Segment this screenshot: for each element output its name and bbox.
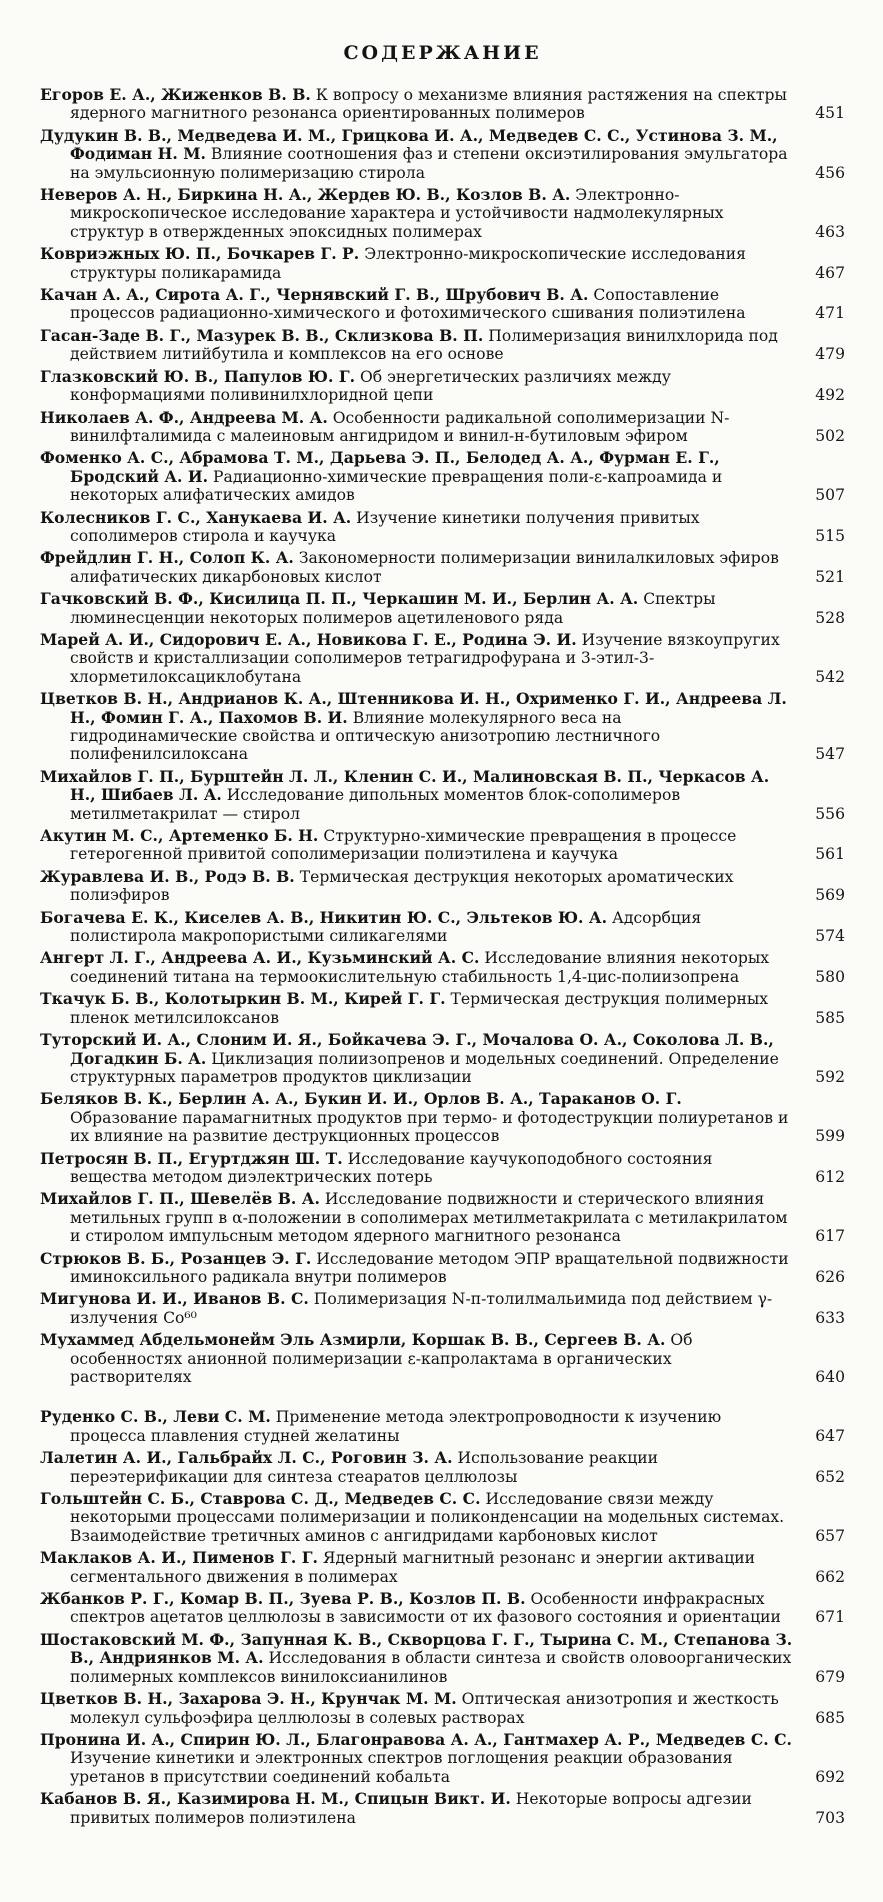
toc-entry <box>40 409 845 446</box>
toc-entry <box>40 1331 845 1386</box>
entry-authors: Мигунова И. И., Иванов В. С. <box>40 1289 309 1309</box>
entry-page-number: 662 <box>815 1567 845 1586</box>
entry-title: Сопоставление процессов радиационно-химического и фотохимического сшивания полиэтилена <box>70 286 746 323</box>
toc-entry <box>40 449 845 504</box>
entry-page-number: 580 <box>815 967 845 986</box>
entry-page-number: 633 <box>815 1308 845 1327</box>
entry-page-number: 542 <box>815 667 845 686</box>
entry-title: Об энергетических различиях между конформациями поливинилхлоридной цепи <box>70 367 671 405</box>
entry-title: Применение метода электропроводности к изучению процесса плавления студней желатины <box>70 1408 722 1445</box>
entry-title: Термическая деструкция полимерных пленок метилсилоксанов <box>70 990 769 1027</box>
entry-authors: Марей А. И., Сидорович Е. А., Новикова Г. Е., Родина Э. И. <box>40 629 577 649</box>
toc-entry <box>40 768 845 823</box>
entry-page-number: 626 <box>815 1267 845 1286</box>
entry-page-number: 515 <box>815 526 845 545</box>
entry-page-number: 692 <box>815 1767 845 1786</box>
toc-entry <box>40 868 845 905</box>
entry-title: Исследование влияния некоторых соединений титана на термоокислительную стабильность 1,4-цис-полиизопрена <box>70 949 770 986</box>
entry-page-number: 451 <box>815 104 845 123</box>
entry-authors: Маклаков А. И., Пименов Г. Г. <box>40 1548 318 1568</box>
entry-title: Образование парамагнитных продуктов при термо- и фотодеструкции полиуретанов и их влияние на развитие деструкционных процессов <box>70 1108 789 1146</box>
entry-page-number: 574 <box>815 927 845 946</box>
entry-title: Изучение кинетики и электронных спектров поглощения реакции образования уретанов в присутствии соединений кобальта <box>70 1749 733 1786</box>
toc-entry <box>40 1250 845 1287</box>
entry-authors: Гачковский В. Ф., Кисилица П. П., Черкашин М. И., Берлин А. А. <box>40 589 639 609</box>
entry-authors: Качан А. А., Сирота А. Г., Чернявский Г. В., Шрубович В. А. <box>40 285 589 305</box>
section-gap <box>40 1390 845 1408</box>
toc-entry <box>40 1549 845 1586</box>
entry-authors: Глазковский Ю. В., Папулов Ю. Г. <box>40 366 356 386</box>
entry-authors: Стрюков В. Б., Розанцев Э. Г. <box>40 1248 312 1268</box>
entry-title: Некоторые вопросы адгезии привитых полимеров полиэтилена <box>70 1790 752 1827</box>
entry-title: Исследование дипольных моментов блок-сополимеров метилметакрилат — стирол <box>70 786 681 823</box>
entry-page-number: 703 <box>815 1808 845 1827</box>
entry-title: Структурно-химические превращения в процессе гетерогенной привитой сополимеризации полиэтилена и каучука <box>70 827 737 864</box>
entry-page-number: 612 <box>815 1167 845 1186</box>
toc-entry <box>40 949 845 986</box>
entry-title: Ядерный магнитный резонанс и энергии активации сегментального движения в полимерах <box>70 1549 756 1586</box>
toc-entry <box>40 327 845 364</box>
toc-entry <box>40 127 845 182</box>
entry-authors: Цветков В. Н., Захарова Э. Н., Крунчак М. М. <box>40 1689 457 1709</box>
entry-page-number: 528 <box>815 608 845 627</box>
entry-authors: Жбанков Р. Г., Комар В. П., Зуева Р. В., Козлов П. В. <box>40 1589 526 1609</box>
toc-entry <box>40 1731 845 1786</box>
toc-entry <box>40 631 845 686</box>
entry-page-number: 463 <box>815 222 845 241</box>
toc-entry <box>40 549 845 586</box>
toc-entry <box>40 590 845 627</box>
entry-authors: Гасан-Заде В. Г., Мазурек В. В., Склизкова В. П. <box>40 325 484 345</box>
entry-authors: Пронина И. А., Спирин Ю. Л., Благонравова А. А., Гантмахер А. Р., Медведев С. С. <box>40 1729 792 1749</box>
entry-authors: Цветков В. Н., Андрианов К. А., Штенникова И. Н., Охрименко Г. И., Андреева Л. Н., Фомин Г. А., Пахомов В. И. <box>40 689 787 727</box>
toc-entry <box>40 86 845 123</box>
entry-title: Влияние молекулярного веса на гидродинамические свойства и оптическую анизотропию лестничного полифенилсилоксана <box>70 708 661 764</box>
entry-page-number: 507 <box>815 486 845 505</box>
entry-page-number: 492 <box>815 386 845 405</box>
entry-title: Изучение вязкоупругих свойств и кристаллизации сополимеров тетрагидрофурана и 3-этил-3-хлорметилоксациклобутана <box>70 630 780 686</box>
entry-authors: Ангерт Л. Г., Андреева А. И., Кузьминский А. С. <box>40 948 480 968</box>
entry-page-number: 471 <box>815 304 845 323</box>
toc-entry <box>40 368 845 405</box>
entry-authors: Акутин М. С., Артеменко Б. Н. <box>40 826 319 846</box>
toc-entry <box>40 509 845 546</box>
entry-page-number: 657 <box>815 1526 845 1545</box>
toc-entry <box>40 1408 845 1445</box>
entry-authors: Дудукин В. В., Медведева И. М., Грицкова И. А., Медведев С. С., Устинова З. М., Фодиман Н. М. <box>40 125 778 164</box>
toc-entry <box>40 1790 845 1827</box>
table-of-contents <box>40 86 845 1827</box>
toc-entry <box>40 186 845 241</box>
entry-authors: Михайлов Г. П., Шевелёв В. А. <box>40 1189 320 1209</box>
entry-page-number: 521 <box>815 567 845 586</box>
toc-entry <box>40 827 845 864</box>
entry-authors: Мухаммед Абдельмонейм Эль Азмирли, Коршак В. В., Сергеев В. А. <box>40 1330 666 1350</box>
entry-authors: Колесников Г. С., Ханукаева И. А. <box>40 507 352 527</box>
entry-page-number: 592 <box>815 1067 845 1086</box>
entry-page-number: 479 <box>815 345 845 364</box>
entry-title: Спектры люминесценции некоторых полимеров ацетиленового ряда <box>70 590 716 627</box>
entry-page-number: 547 <box>815 745 845 764</box>
toc-entry <box>40 1290 845 1327</box>
entry-page-number: 652 <box>815 1467 845 1486</box>
entry-authors: Николаев А. Ф., Андреева М. А. <box>40 407 328 427</box>
entry-page-number: 671 <box>815 1608 845 1627</box>
entry-title: Оптическая анизотропия и жесткость молекул сульфоэфира целлюлозы в солевых растворах <box>70 1690 779 1727</box>
entry-title: Исследование методом ЭПР вращательной подвижности иминоксильного радикала внутри полимеров <box>70 1249 789 1286</box>
entry-page-number: 456 <box>815 163 845 182</box>
entry-page-number: 685 <box>815 1708 845 1727</box>
entry-title: Исследование каучукоподобного состояния вещества методом диэлектрических потерь <box>70 1149 713 1186</box>
toc-entry <box>40 245 845 282</box>
entry-title: Термическая деструкция некоторых ароматических полиэфиров <box>70 867 734 905</box>
toc-entry <box>40 286 845 323</box>
toc-entry <box>40 690 845 764</box>
entry-page-number: 599 <box>815 1127 845 1146</box>
entry-title: Исследование подвижности и стерического влияния метильных групп в α-положении в сополимерах метилметакрилата с метилакрилатом и стиролом импульсным методом ядерного магнитного резонанса <box>70 1190 788 1246</box>
toc-entry <box>40 1150 845 1187</box>
toc-entry <box>40 1490 845 1545</box>
entry-authors: Фрейдлин Г. Н., Солоп К. А. <box>40 548 294 568</box>
entry-title: Закономерности полимеризации винилалкиловых эфиров алифатических дикарбоновых кислот <box>70 549 779 586</box>
entry-page-number: 617 <box>815 1227 845 1246</box>
entry-title: Изучение кинетики получения привитых сополимеров стирола и каучука <box>70 508 700 545</box>
toc-entry <box>40 990 845 1027</box>
entry-page-number: 640 <box>815 1368 845 1386</box>
entry-title: Особенности инфракрасных спектров ацетатов целлюлозы в зависимости от их фазового состояния и ориентации <box>70 1590 781 1627</box>
entry-page-number: 679 <box>815 1667 845 1686</box>
entry-title: Исследования в области синтеза и свойств оловоорганических полимерных комплексов винилоксианилинов <box>70 1649 792 1686</box>
entry-authors: Ткачук Б. В., Колотыркин В. М., Кирей Г. Г. <box>40 989 446 1009</box>
entry-authors: Руденко С. В., Леви С. М. <box>40 1407 271 1427</box>
entry-authors: Лалетин А. И., Гальбрайх Л. С., Роговин З. А. <box>40 1448 453 1468</box>
entry-authors: Гольштейн С. Б., Ставрова С. Д., Медведев С. С. <box>40 1489 481 1509</box>
entry-title: Циклизация полиизопренов и модельных соединений. Определение структурных параметров продуктов циклизации <box>70 1049 779 1086</box>
toc-entry <box>40 1449 845 1486</box>
toc-entry <box>40 1031 845 1086</box>
entry-authors: Шостаковский М. Ф., Запунная К. В., Скворцова Г. Г., Тырина С. М., Степанова З. В., Андриянков М. А. <box>40 1629 793 1668</box>
entry-title: Особенности радикальной сополимеризации N-винилфталимида с малеиновым ангидридом и винил-н-бутиловым эфиром <box>70 408 730 445</box>
entry-authors: Богачева Е. К., Киселев А. В., Никитин Ю. С., Эльтеков Ю. А. <box>40 907 608 927</box>
entry-page-number: 585 <box>815 1008 845 1027</box>
page-title: СОДЕРЖАНИЕ <box>343 42 542 64</box>
entry-title: К вопросу о механизме влияния растяжения на спектры ядерного магнитного резонанса ориентированных полимеров <box>70 86 787 123</box>
toc-entry <box>40 1631 845 1686</box>
entry-page-number: 561 <box>815 845 845 864</box>
entry-authors: Беляков В. К., Берлин А. А., Букин И. И., Орлов В. А., Тараканов О. Г. <box>40 1089 682 1109</box>
toc-entry <box>40 1590 845 1627</box>
entry-page-number: 467 <box>815 263 845 282</box>
entry-title: Использование реакции переэтерификации для синтеза стеаратов целлюлозы <box>70 1449 659 1486</box>
entry-title: Влияние соотношения фаз и степени оксиэтилирования эмульгатора на эмульсионную полимеризацию стирола <box>70 145 788 182</box>
entry-authors: Петросян В. П., Егуртджян Ш. Т. <box>40 1148 343 1168</box>
entry-authors: Ковриэжных Ю. П., Бочкарев Г. Р. <box>40 244 360 264</box>
toc-entry <box>40 1690 845 1727</box>
entry-title: Адсорбция полистирола макропористыми силикагелями <box>70 908 702 946</box>
entry-authors: Михайлов Г. П., Бурштейн Л. Л., Кленин С. И., Малиновская В. П., Черкасов А. Н., Шибаев Л. А. <box>40 766 770 805</box>
entry-authors: Фоменко А. С., Абрамова Т. М., Дарьева Э. П., Белодед А. А., Фурман Е. Г., Бродский А. И. <box>40 448 720 486</box>
entry-title: Полимеризация N-п-толилмальимида под действием γ-излучения Co⁶⁰ <box>70 1290 773 1327</box>
entry-title: Радиационно-химические превращения поли-ε-капроамида и некоторых алифатических амидов <box>70 467 723 505</box>
entry-authors: Егоров Е. А., Жиженков В. В. <box>40 85 311 104</box>
entry-page-number: 556 <box>815 804 845 823</box>
entry-authors: Туторский И. А., Слоним И. Я., Бойкачева Э. Г., Мочалова О. А., Соколова Л. В., Догадкин Б. А. <box>40 1030 774 1068</box>
entry-title: Электронно-микроскопические исследования структуры поликарамида <box>70 245 747 282</box>
entry-title: Об особенностях анионной полимеризации ε-капролактама в органических растворителях <box>70 1331 693 1386</box>
entry-page-number: 502 <box>815 426 845 445</box>
toc-entry <box>40 1090 845 1145</box>
entry-page-number: 647 <box>815 1426 845 1445</box>
toc-entry <box>40 1190 845 1245</box>
entry-authors: Кабанов В. Я., Казимирова Н. М., Спицын Викт. И. <box>40 1789 511 1809</box>
entry-authors: Неверов А. Н., Биркина Н. А., Жердев Ю. В., Козлов В. А. <box>40 185 571 205</box>
entry-title: Электронно-микроскопическое исследование характера и устойчивости надмолекулярных структур в отвержденных эпоксидных полимерах <box>70 186 724 241</box>
entry-authors: Журавлева И. В., Родэ В. В. <box>40 866 295 886</box>
entry-title: Исследование связи между некоторыми процессами полимеризации и поликонденсации на модельных системах. Взаимодействие третичных аминов с ангидридами карбоновых кислот <box>70 1490 785 1545</box>
toc-entry <box>40 909 845 946</box>
entry-title: Полимеризация винилхлорида под действием литийбутила и комплексов на его основе <box>70 326 778 364</box>
entry-page-number: 569 <box>815 886 845 905</box>
